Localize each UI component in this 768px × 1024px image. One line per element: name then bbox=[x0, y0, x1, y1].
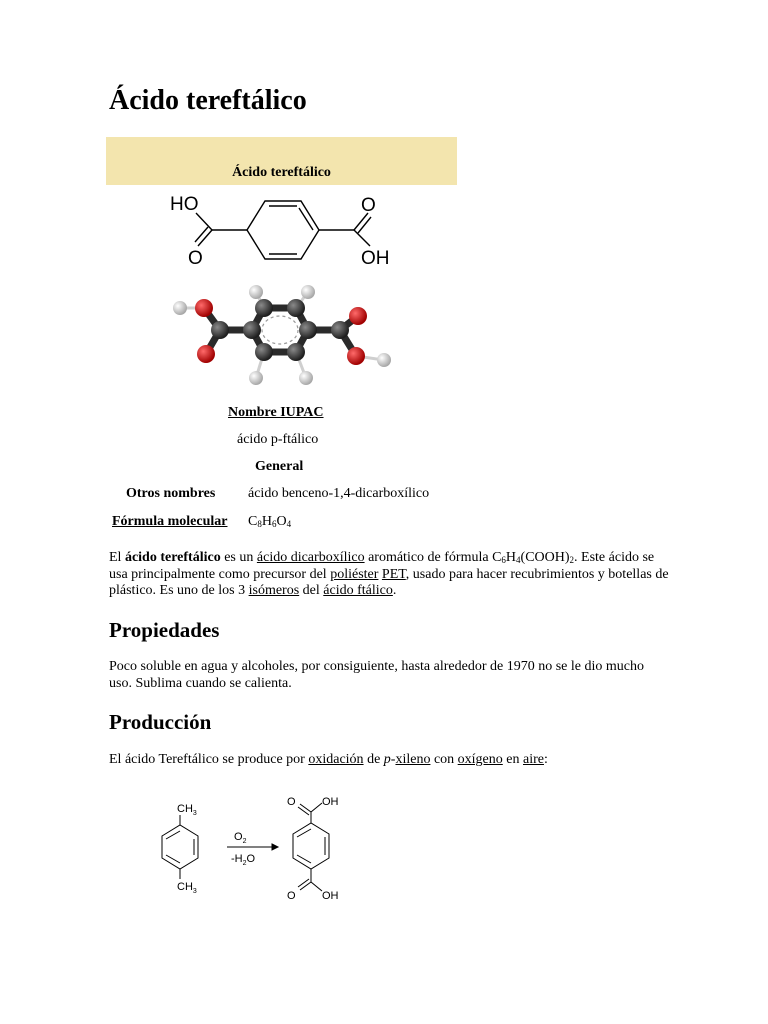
intro-bold-term: ácido tereftálico bbox=[124, 550, 221, 565]
reaction-label-o-bottom: O bbox=[287, 890, 296, 902]
link-oxidacion[interactable]: oxidación bbox=[308, 752, 364, 767]
link-aire[interactable]: aire bbox=[523, 752, 544, 767]
link-poliester[interactable]: poliéster bbox=[330, 566, 379, 582]
molecular-formula: $C_8H_6O_4$ bbox=[248, 514, 292, 529]
otros-nombres-value: ácido benceno-1,4-dicarboxílico bbox=[248, 486, 430, 501]
general-heading: General bbox=[255, 459, 304, 474]
propiedades-paragraph: Poco soluble en agua y alcoholes, por consiguiente, hasta alrededor de 1970 no se le dio mucho uso. Sublima cuando se calienta. bbox=[109, 659, 644, 691]
iupac-heading-link[interactable]: Nombre IUPAC bbox=[228, 405, 324, 420]
link-acido-ftalico[interactable]: ácido ftálico bbox=[323, 583, 393, 598]
page-title: Ácido tereftálico bbox=[109, 85, 307, 116]
intro-paragraph: El ácido tereftálico es un ácido dicarboxílico aromático de fórmula $C_6H_4(COOH)_2$. Este ácido se usa principalmente como precursor del poliéster PET, usado para hacer recubrimientos y botellas de plástico. Es uno de los 3 isómeros del ácido ftálico. bbox=[109, 550, 669, 598]
structure-label-oh: OH bbox=[361, 248, 390, 269]
reaction-reagent-o2: $O_2$ bbox=[234, 831, 247, 845]
link-xileno[interactable]: xileno bbox=[395, 752, 431, 767]
otros-nombres-label: Otros nombres bbox=[126, 486, 216, 501]
infobox-header: Ácido tereftálico bbox=[106, 137, 457, 185]
structure-label-ho: HO bbox=[170, 194, 199, 215]
link-acido-dicarboxilico[interactable]: ácido dicarboxílico bbox=[256, 550, 365, 565]
structure-label-o-left: O bbox=[188, 248, 203, 269]
ball-and-stick-model-image bbox=[160, 278, 410, 394]
structure-label-o-right: O bbox=[361, 195, 376, 216]
terephthalic-acid-structure-image bbox=[160, 188, 410, 270]
link-oxigeno[interactable]: oxígeno bbox=[457, 752, 503, 767]
reaction-byproduct-h2o: $-H_2O$ bbox=[231, 853, 256, 867]
formula-molecular-label-link[interactable]: Fórmula molecular bbox=[112, 514, 228, 529]
link-pet[interactable]: PET bbox=[381, 566, 406, 582]
iupac-name: ácido p-ftálico bbox=[237, 432, 319, 447]
section-heading-produccion: Producción bbox=[109, 710, 212, 734]
reaction-ch3-bottom: $CH_3$ bbox=[177, 881, 197, 895]
reaction-label-o-top: O bbox=[287, 796, 296, 808]
produccion-paragraph: El ácido Tereftálico se produce por oxidación de p-xileno con oxígeno en aire: bbox=[109, 752, 548, 767]
reaction-ch3-top: $CH_3$ bbox=[177, 803, 197, 817]
link-isomeros[interactable]: isómeros bbox=[248, 583, 300, 598]
oxidation-reaction-diagram bbox=[150, 788, 360, 904]
reaction-label-oh-bottom: OH bbox=[322, 890, 339, 902]
reaction-label-oh-top: OH bbox=[322, 796, 339, 808]
section-heading-propiedades: Propiedades bbox=[109, 618, 220, 642]
